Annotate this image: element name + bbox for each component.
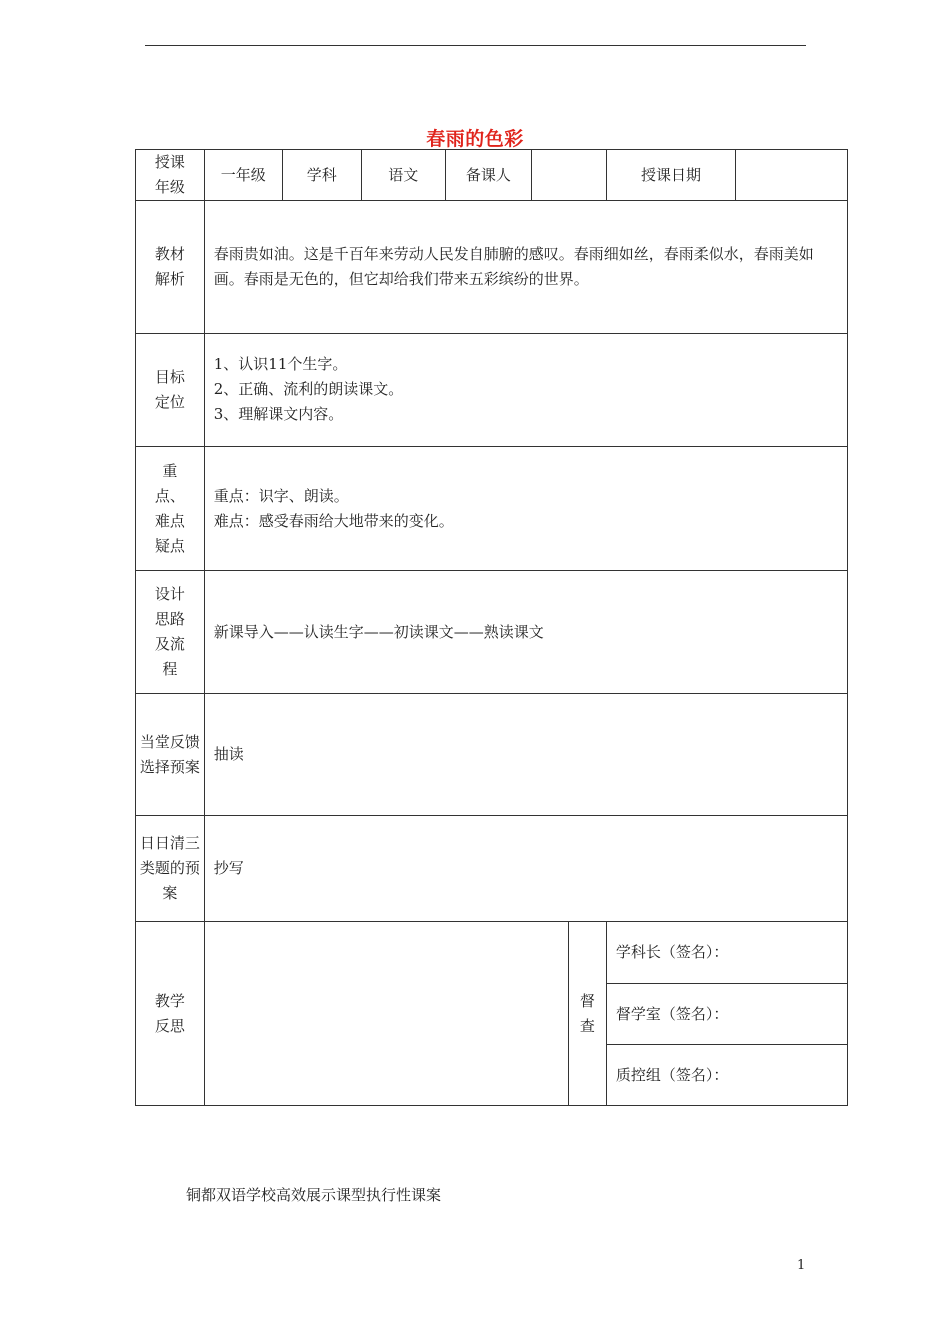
- feedback-text: 抽读: [204, 694, 847, 816]
- supervision-label: 督查: [579, 991, 595, 1035]
- signature-supervision-office: 督学室（签名）：: [606, 984, 847, 1045]
- feedback-row: [136, 694, 848, 816]
- header-row: [136, 150, 848, 201]
- reflection-text: [204, 922, 568, 1106]
- keypoints-label-cell: [136, 447, 205, 571]
- lesson-plan-table: [135, 149, 848, 1106]
- footer-school-text: 铜都双语学校高效展示课型执行性课案: [186, 1186, 442, 1204]
- header-rule: [145, 45, 806, 46]
- material-row: [136, 201, 848, 334]
- keypoint-item: 难点：感受春雨给大地带来的变化。: [213, 511, 454, 530]
- preparer-label: 备课人: [445, 150, 531, 201]
- preparer-value: [531, 150, 606, 201]
- goal-item: 3、理解课文内容。: [213, 405, 344, 423]
- keypoint-item: 重点：识字、朗读。: [213, 486, 349, 505]
- reflection-label: 教学反思: [154, 991, 185, 1035]
- feedback-label: 当堂反馈选择预案: [139, 732, 200, 776]
- supervision-label-cell: [568, 922, 606, 1106]
- goals-content: [204, 334, 847, 447]
- daily-label-cell: [136, 816, 205, 922]
- daily-label: 日日清三类题的预案: [139, 834, 200, 902]
- daily-text: 抄写: [204, 816, 847, 922]
- feedback-label-cell: [136, 694, 205, 816]
- grade-label: 授课年级: [154, 153, 185, 196]
- goals-label: 目标定位: [154, 368, 185, 411]
- page-number: 1: [797, 1258, 806, 1273]
- signature-quality-control: 质控组（签名）：: [606, 1045, 847, 1106]
- subject-value: 语文: [361, 150, 445, 201]
- daily-row: [136, 816, 848, 922]
- reflection-row-1: [136, 922, 848, 984]
- keypoints-row: [136, 447, 848, 571]
- goals-row: [136, 334, 848, 447]
- goal-item: 1、认识11个生字。: [213, 355, 348, 373]
- reflection-label-cell: [136, 922, 205, 1106]
- material-label: 教材解析: [154, 245, 185, 288]
- keypoints-content: [204, 447, 847, 571]
- design-label-cell: [136, 571, 205, 694]
- design-text: 新课导入——认读生字——初读课文——熟读课文: [204, 571, 847, 694]
- subject-label: 学科: [282, 150, 361, 201]
- goal-item: 2、正确、流利的朗读课文。: [213, 380, 404, 398]
- date-value: [736, 150, 848, 201]
- material-text: 春雨贵如油。这是千百年来劳动人民发自肺腑的感叹。春雨细如丝，春雨柔似水，春雨美如画。春雨是无色的，但它却给我们带来五彩缤纷的世界。: [204, 201, 847, 334]
- signature-subject-head: 学科长（签名）：: [606, 922, 847, 984]
- date-label: 授课日期: [606, 150, 735, 201]
- grade-value: 一年级: [204, 150, 282, 201]
- keypoints-label: 重点、难点疑点: [154, 461, 185, 555]
- design-label: 设计思路及流程: [154, 585, 185, 678]
- document-title: 春雨的色彩: [426, 128, 524, 150]
- goals-label-cell: [136, 334, 205, 447]
- design-row: [136, 571, 848, 694]
- material-label-cell: [136, 201, 205, 334]
- grade-label-cell: [136, 150, 205, 201]
